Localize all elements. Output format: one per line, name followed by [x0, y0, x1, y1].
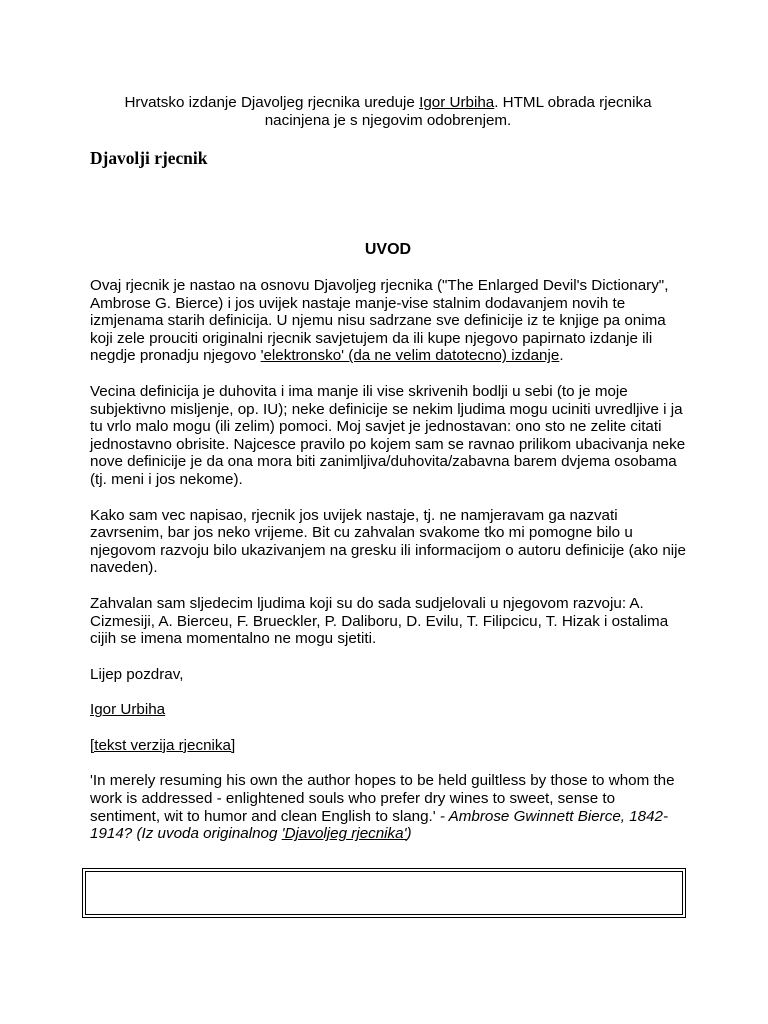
bottom-frame-inner [85, 871, 683, 915]
document-title: Djavolji rjecnik [90, 148, 208, 168]
editor-link[interactable]: Igor Urbiha [419, 94, 495, 111]
paragraph-origin-text: Ovaj rjecnik je nastao na osnovu Djavoljeg rjecnika ("The Enlarged Devil's Dictionary", Ambrose G. Bierce) i jos uvijek nastaje manje-vise stalnim dodavanjem novih te izmjenama starih definicija. U njemu nisu sadrzane sve definicije iz te knjige pa onima koji zele prouciti originalni rjecnik savjetujem da ili kupe njegovo papirnato izdanje ili negdje pronadju njegovo [90, 277, 669, 365]
intro-body [90, 277, 686, 861]
paragraph-origin [90, 277, 686, 365]
quote-close: ) [406, 825, 412, 843]
text-version [90, 737, 686, 755]
paragraph-origin-end: . [559, 347, 564, 365]
paragraph-thanks: Zahvalan sam sljedecim ljudima koji su do sada sudjelovali u njegovom razvoju: A. Cizmesiji, A. Bierceu, F. Brueckler, P. Daliboru, D. Evilu, T. Filipcicu, T. Hizak i ostalima cijih se imena momentalno ne mogu sjetiti. [90, 594, 669, 648]
bierce-quote [90, 772, 686, 842]
quote-text: 'In merely resuming his own the author hopes to be held guiltless by those to whom the work is addressed - enlightened souls who prefer dry wines to sweet, sense to sentiment, wit to humor and clean English to slang.' [90, 772, 675, 825]
intro-text-end: . HTML obrada rjecnika nacinjena je s njegovim odobrenjem. [264, 94, 652, 129]
intro-note [90, 94, 686, 129]
paragraph-in-progress: Kako sam vec napisao, rjecnik jos uvijek nastaje, tj. ne namjeravam ga nazvati zavrsenim, bar jos neko vrijeme. Bit cu zahvalan svakome tko mi pomogne bilo u njegovom razvoju bilo ukazivanjem na gresku ili informacijom o autoru definicije (ako nije naveden). [90, 506, 686, 577]
original-dictionary-link[interactable]: 'Djavoljeg rjecnika' [281, 825, 407, 843]
electronic-edition-link[interactable]: 'elektronsko' (da ne velim datotecno) izdanje [260, 347, 560, 365]
intro-text-start: Hrvatsko izdanje Djavoljeg rjecnika ureduje [124, 94, 420, 111]
bottom-frame [82, 868, 686, 918]
quote-attribution-text: - Ambrose Gwinnett Bierce, 1842-1914? (Iz uvoda originalnog [90, 807, 669, 843]
text-version-link[interactable]: [tekst verzija rjecnika] [90, 736, 236, 754]
signature-link[interactable]: Igor Urbiha [90, 701, 166, 719]
section-heading-uvod: UVOD [364, 241, 412, 258]
greeting: Lijep pozdrav, [90, 665, 184, 683]
paragraph-humor: Vecina definicija je duhovita i ima manje ili vise skrivenih bodlji u sebi (to je moje subjektivno misljenje, op. IU); neke definicije se nekim ljudima mogu uciniti uvredljive i ja tu vrlo malo mogu (ili zelim) pomoci. Moj savjet je jednostavan: ono sto ne zelite citati jednostavno obrisite. Najcesce pravilo po kojem sam se ravnao prilikom ubacivanja neke nove definicije je da ona mora biti zanimljiva/duhovita/zabavna barem dvjema osobama (tj. meni i jos nekome). [90, 382, 686, 488]
signature [90, 701, 686, 719]
